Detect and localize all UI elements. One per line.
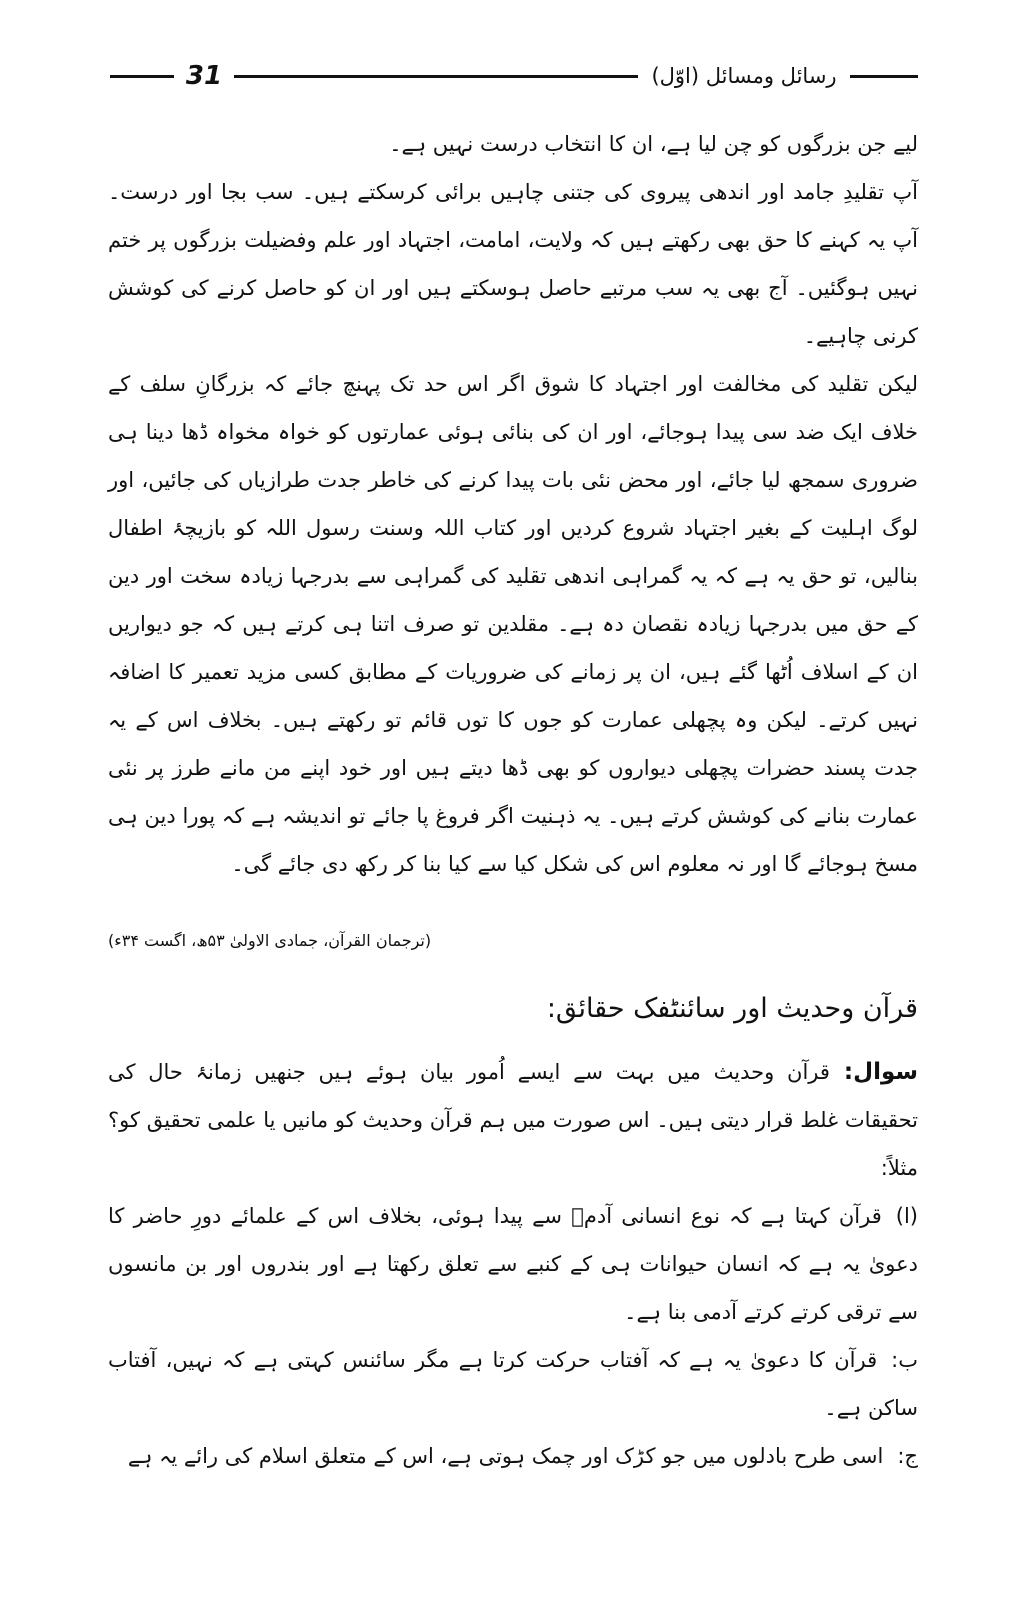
paragraph-2: آپ تقلیدِ جامد اور اندھی پیروی کی جتنی چاہیں برائی کرسکتے ہیں۔ سب بجا اور درست۔ آپ یہ کہنے کا حق بھی رکھتے ہیں کہ ولایت، امامت، اجتہاد اور علم وفضیلت بزرگوں پر ختم نہیں ہوگئیں۔ آج بھی یہ سب مرتبے حاصل ہوسکتے ہیں اور ان کو حاصل کرنے کی کوشش کرنی چاہیے۔ — [108, 180, 918, 348]
item-text: قرآن کا دعویٰ یہ ہے کہ آفتاب حرکت کرتا ہے مگر سائنس کہتی ہے کہ نہیں، آفتاب ساکن ہے۔ — [108, 1348, 918, 1420]
item-marker: ج: — [897, 1444, 918, 1468]
paragraph-1: لیے جن بزرگوں کو چن لیا ہے، ان کا انتخاب درست نہیں ہے۔ — [389, 132, 918, 156]
running-title: رسائل ومسائل (اوّل) — [651, 64, 837, 88]
list-item — [108, 1192, 918, 1336]
list-item — [108, 1432, 918, 1480]
question-paragraph — [108, 1048, 918, 1192]
header-rule-right — [850, 75, 918, 78]
item-text: اسی طرح بادلوں میں جو کڑک اور چمک ہوتی ہے، اس کے متعلق اسلام کی رائے یہ ہے — [127, 1444, 884, 1468]
question-text: قرآن وحدیث میں بہت سے ایسے اُمور بیان ہوئے ہیں جنھیں زمانۂ حال کی تحقیقات غلط قرار دیتی ہیں۔ اس صورت میں ہم قرآن وحدیث کو مانیں یا علمی تحقیق کو؟ مثلاً: — [108, 1060, 918, 1180]
question-section — [108, 1048, 918, 1480]
body-text — [108, 120, 918, 888]
source-citation: (ترجمان القرآن، جمادی الاولیٰ ۵۳ھ، اگست ۳۴ء) — [108, 931, 432, 950]
paragraph-3: لیکن تقلید کی مخالفت اور اجتہاد کا شوق اگر اس حد تک پہنچ جائے کہ بزرگانِ سلف کے خلاف ایک ضد سی پیدا ہوجائے، اور ان کی بنائی ہوئی عمارتوں کو خواہ مخواہ ڈھا دینا ہی ضروری سمجھ لیا جائے، اور محض نئی بات پیدا کرنے کی خاطر جدت طرازیاں کی جائیں، اور لوگ اہلیت کے بغیر اجتہاد شروع کردیں اور کتاب اللہ وسنت رسول اللہ کو بازیچۂ اطفال بنالیں، تو حق یہ ہے کہ یہ گمراہی اندھی تقلید کی گمراہی سے بدرجہا زیادہ سخت اور دین کے حق میں بدرجہا زیادہ نقصان دہ ہے۔ مقلدین تو صرف اتنا ہی کرتے ہیں کہ جو دیواریں ان کے اسلاف اُٹھا گئے ہیں، ان پر زمانے کی ضروریات کے مطابق کسی مزید تعمیر کا اضافہ نہیں کرتے۔ لیکن وہ پچھلی عمارت کو جوں کا توں قائم تو رکھتے ہیں۔ بخلاف اس کے یہ جدت پسند حضرات پچھلی دیواروں کو بھی ڈھا دیتے ہیں اور خود اپنے من مانے طرز پر نئی عمارت بنانے کی کوشش کرتے ہیں۔ یہ ذہنیت اگر فروغ پا جائے تو اندیشہ ہے کہ پورا دین ہی مسخ ہوجائے گا اور نہ معلوم اس کی شکل کیا سے کیا بنا کر رکھ دی جائے گی۔ — [108, 372, 918, 876]
header-rule-left — [110, 75, 174, 78]
question-label: سوال: — [843, 1059, 918, 1085]
section-heading: قرآن وحدیث اور سائنٹفک حقائق: — [546, 993, 918, 1024]
item-text: قرآن کہتا ہے کہ نوع انسانی آدمؑ سے پیدا ہوئی، بخلاف اس کے علمائے دورِ حاضر کا دعویٰ یہ ہے کہ انسان حیوانات ہی کے کنبے سے تعلق رکھتا ہے اور بندروں اور بن مانسوں سے ترقی کرتے کرتے آدمی بنا ہے۔ — [108, 1204, 918, 1324]
header-rule-middle — [234, 75, 638, 78]
running-header — [110, 58, 918, 98]
page-number: 31 — [185, 61, 223, 91]
item-marker: ب: — [891, 1348, 918, 1372]
item-marker: (ا) — [895, 1204, 918, 1228]
list-item — [108, 1336, 918, 1432]
